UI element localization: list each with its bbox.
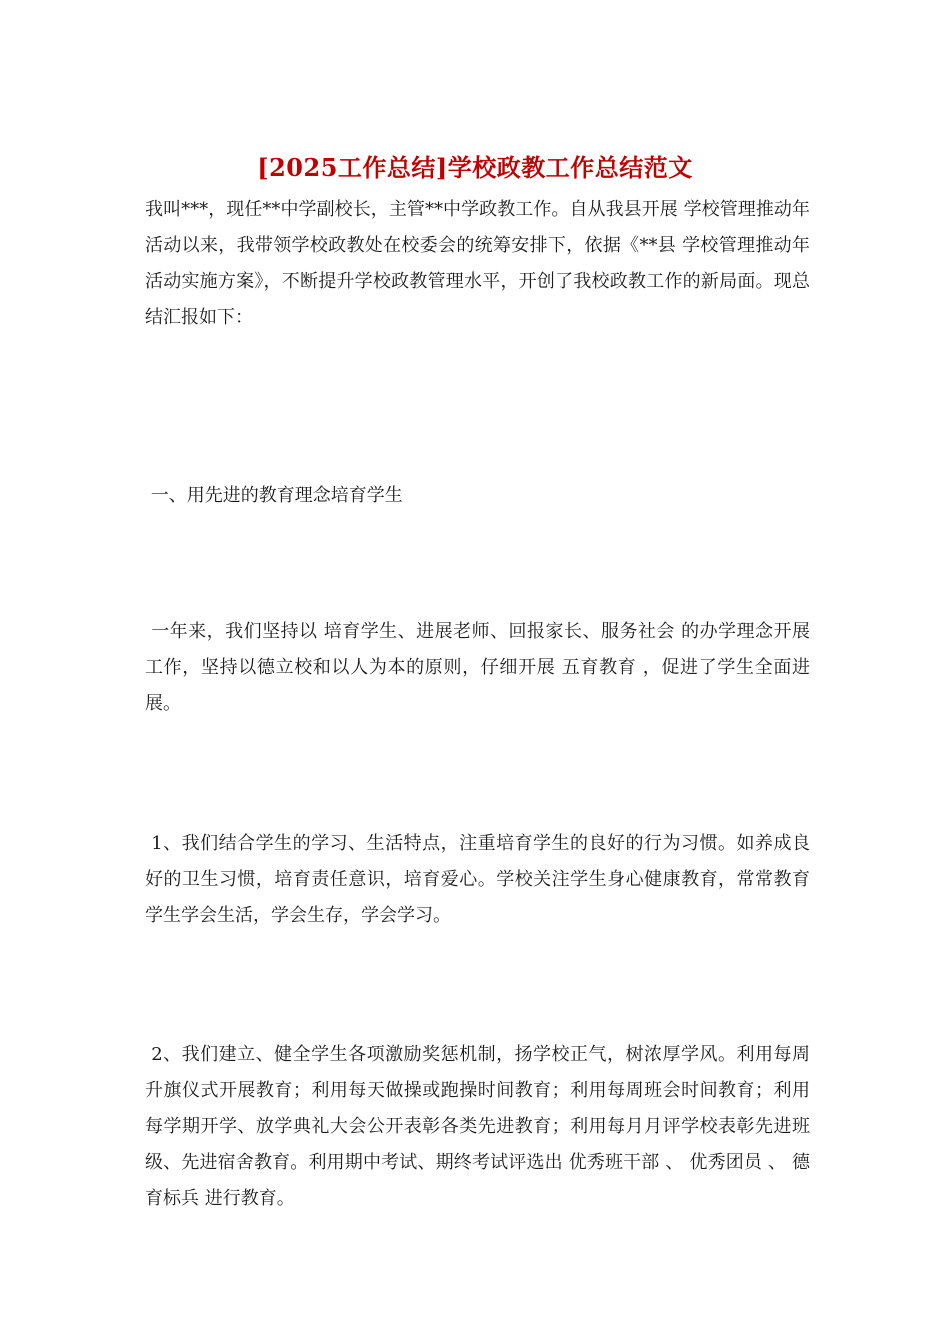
section-heading: 一、用先进的教育理念培育学生 <box>145 485 403 506</box>
section-paragraph: 一年来，我们坚持以 培育学生、进展老师、回报家长、服务社会 的办学理念开展工作，坚持以德立校和以人为本的原则，仔细开展 五育教育 ，促进了学生全面进展。 <box>145 621 810 714</box>
document-title: [2025工作总结]学校政教工作总结范文 <box>257 153 693 182</box>
item-paragraph-2: 2、我们建立、健全学生各项激励奖惩机制，扬学校正气，树浓厚学风。利用每周升旗仪式开展教育；利用每天做操或跑操时间教育；利用每周班会时间教育；利用每学期开学、放学典礼大会公开表彰各类先进教育；利用每月月评学校表彰先进班级、先进宿舍教育。利用期中考试、期终考试评选出 优秀班干部 、 优秀团员 、 德育标兵 进行教育。 <box>145 1044 810 1209</box>
intro-paragraph: 我叫***，现任**中学副校长，主管**中学政教工作。自从我县开展 学校管理推动年 活动以来，我带领学校政教处在校委会的统筹安排下，依据《**县 学校管理推动年 活动实施方案》，不断提升学校政教管理水平，开创了我校政教工作的新局面。现总结汇报如下： <box>145 199 816 328</box>
item-paragraph-1: 1、我们结合学生的学习、生活特点，注重培育学生的良好的行为习惯。如养成良好的卫生习惯，培育责任意识，培育爱心。学校关注学生身心健康教育，常常教育学生学会生活，学会生存，学会学习。 <box>145 833 810 926</box>
